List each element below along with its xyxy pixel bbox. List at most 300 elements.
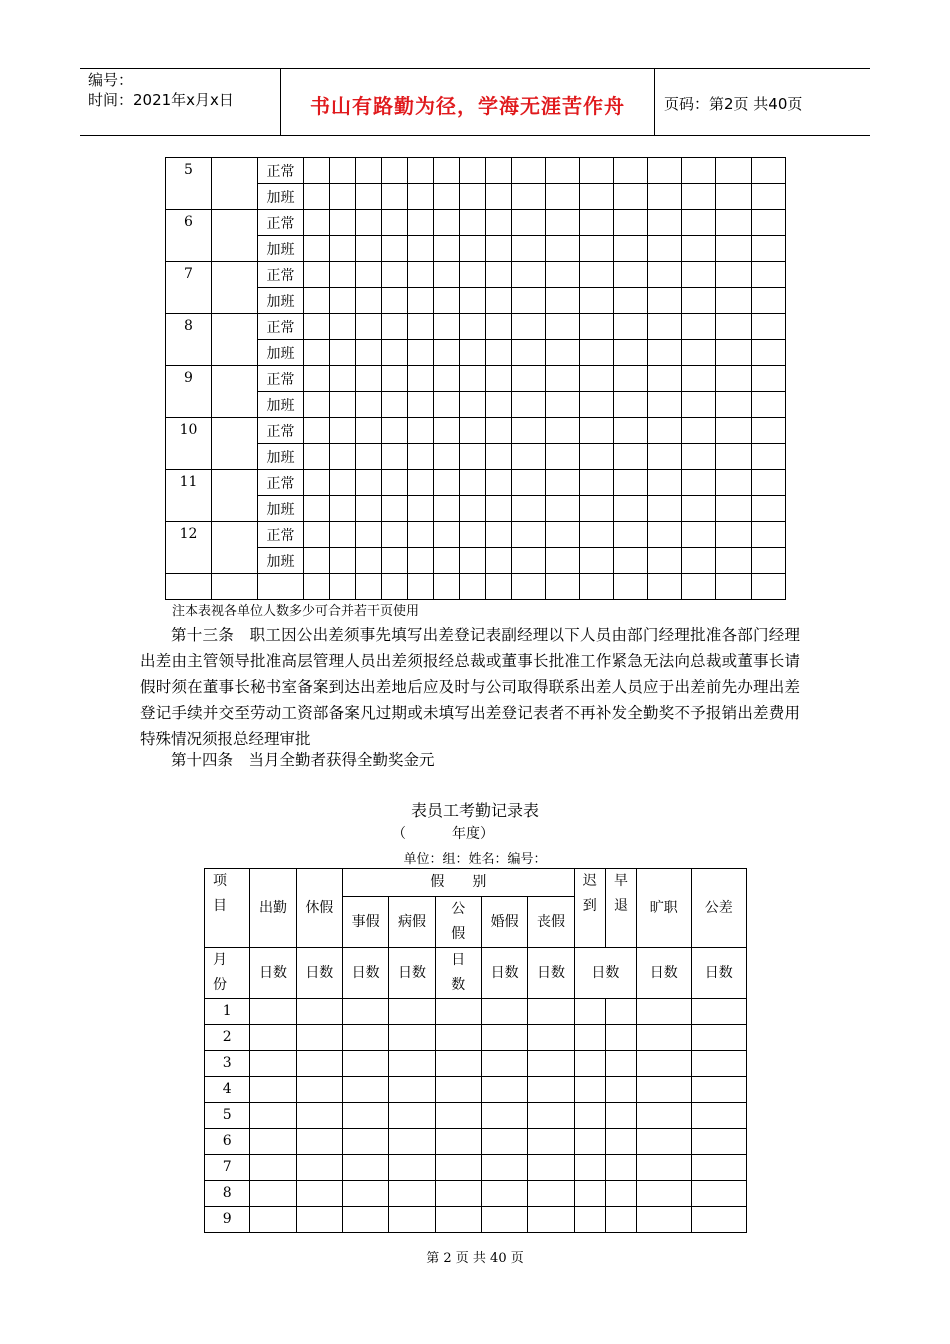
day-cell [752,418,786,444]
name-cell [212,314,258,366]
day-cell [512,418,546,444]
day-cell [408,314,434,340]
record-cell [435,1155,481,1181]
day-cell [546,158,580,184]
day-cell [356,470,382,496]
day-cell [460,184,486,210]
day-cell [460,392,486,418]
day-cell [356,340,382,366]
record-cell [435,1077,481,1103]
record-cell [250,1181,296,1207]
article-13: 第十三条 职工因公出差须事先填写出差登记表副经理以下人员由部门经理批准各部门经理出差由主管领导批准高层管理人员出差须报经总裁或董事长批准工作紧急无法向总裁或董事长请假时须在董事长秘书室备案到达出差地后应及时与公司取得联系出差人员应于出差前先办理出差登记手续并交至劳动工资部备案凡过期或未填写出差登记表者不再补发全勤奖不予报销出差费用特殊情况须报总经理审批 [140,626,800,748]
record-cell [528,999,574,1025]
schedule-row [166,210,786,236]
day-cell [434,158,460,184]
day-cell [752,470,786,496]
record-cell [389,1155,435,1181]
record-cell [250,1207,296,1233]
record-cell [481,1103,527,1129]
record-cell [342,1025,388,1051]
overtime-shift-label: 加班 [258,496,304,522]
day-cell [614,392,648,418]
day-cell [304,522,330,548]
day-cell [434,392,460,418]
day-cell [304,496,330,522]
record-cell [481,1025,527,1051]
day-cell [330,392,356,418]
day-cell [546,340,580,366]
day-cell [752,288,786,314]
record-cell [250,1077,296,1103]
days-cell: 日数 [481,948,527,999]
day-cell [382,444,408,470]
day-cell [330,158,356,184]
col-funeral: 丧假 [528,897,574,948]
record-cell [528,1103,574,1129]
month-row [205,1207,747,1233]
day-cell [330,522,356,548]
day-cell [356,418,382,444]
day-cell [682,236,716,262]
month-row [205,999,747,1025]
day-cell [682,210,716,236]
day-cell [512,392,546,418]
day-cell [356,366,382,392]
day-cell [512,314,546,340]
day-cell [648,522,682,548]
record-cell [605,1051,636,1077]
month-row [205,1025,747,1051]
day-cell [580,314,614,340]
record-cell [296,1155,342,1181]
day-cell [614,210,648,236]
day-cell [356,236,382,262]
day-cell [716,314,752,340]
day-cell [330,210,356,236]
day-cell [546,548,580,574]
empty-cell [212,574,258,600]
day-cell [330,288,356,314]
day-cell [460,158,486,184]
schedule-row [166,288,786,314]
day-cell [512,444,546,470]
day-cell [614,236,648,262]
day-cell [434,288,460,314]
record-cell [389,1103,435,1129]
record-cell [389,1051,435,1077]
day-cell [512,288,546,314]
day-cell [580,340,614,366]
name-cell [212,262,258,314]
day-cell [716,470,752,496]
day-cell [752,340,786,366]
day-cell [408,288,434,314]
empty-cell [716,574,752,600]
record-cell [574,1207,605,1233]
day-cell [382,262,408,288]
day-cell [382,314,408,340]
day-cell [460,418,486,444]
day-cell [330,184,356,210]
day-cell [512,210,546,236]
day-cell [460,288,486,314]
day-cell [304,418,330,444]
day-cell [382,340,408,366]
record-cell [528,1025,574,1051]
month-number: 5 [205,1103,250,1129]
day-cell [460,340,486,366]
day-cell [486,210,512,236]
record-cell [435,1051,481,1077]
row-number: 5 [166,158,212,210]
col-public: 公 假 [435,897,481,948]
day-cell [356,444,382,470]
day-cell [460,444,486,470]
day-cell [330,444,356,470]
day-cell [546,418,580,444]
day-cell [382,496,408,522]
record-cell [435,1181,481,1207]
time-label: 时间：2021年x月x日 [88,91,234,109]
empty-cell [304,574,330,600]
record-cell [574,1155,605,1181]
record-cell [691,1103,747,1129]
day-cell [382,158,408,184]
day-cell [648,548,682,574]
empty-cell [752,574,786,600]
record-cell [481,1207,527,1233]
empty-cell [330,574,356,600]
name-cell [212,418,258,470]
day-cell [716,236,752,262]
day-cell [752,314,786,340]
day-cell [752,496,786,522]
record-cell [637,999,691,1025]
day-cell [330,236,356,262]
day-cell [682,548,716,574]
day-cell [546,314,580,340]
empty-cell [460,574,486,600]
name-cell [212,470,258,522]
record-cell [605,1025,636,1051]
day-cell [382,548,408,574]
name-cell [212,522,258,574]
day-cell [614,522,648,548]
day-cell [752,444,786,470]
day-cell [434,418,460,444]
normal-shift-label: 正常 [258,210,304,236]
record-cell [605,1103,636,1129]
day-cell [580,366,614,392]
day-cell [460,210,486,236]
record-cell [250,1155,296,1181]
record-cell [342,1051,388,1077]
record-cell [605,1207,636,1233]
schedule-row [166,366,786,392]
day-cell [682,288,716,314]
record-cell [342,1155,388,1181]
schedule-row [166,184,786,210]
empty-cell [648,574,682,600]
day-cell [546,210,580,236]
month-header: 月 份 [205,948,250,999]
day-cell [716,158,752,184]
day-cell [408,158,434,184]
day-cell [716,496,752,522]
header-meta [88,70,234,110]
day-cell [304,262,330,288]
day-cell [460,314,486,340]
day-cell [408,548,434,574]
day-cell [460,366,486,392]
record-cell [250,1103,296,1129]
record-cell [389,1077,435,1103]
day-cell [614,366,648,392]
schedule-row [166,262,786,288]
record-cell [574,1051,605,1077]
record-cell [574,1181,605,1207]
schedule-row [166,392,786,418]
month-row [205,1103,747,1129]
day-cell [304,470,330,496]
day-cell [682,418,716,444]
day-cell [614,470,648,496]
day-cell [330,470,356,496]
row-number: 11 [166,470,212,522]
day-cell [356,496,382,522]
attendance-record-table [204,868,747,1233]
day-cell [434,366,460,392]
day-cell [546,522,580,548]
day-cell [580,392,614,418]
day-cell [580,158,614,184]
record-cell [637,1103,691,1129]
day-cell [580,236,614,262]
record-cell [528,1155,574,1181]
days-cell: 日数 [296,948,342,999]
record-cell [389,1207,435,1233]
record-cell [481,1129,527,1155]
record-cell [637,1025,691,1051]
day-cell [486,548,512,574]
day-cell [580,522,614,548]
empty-cell [258,574,304,600]
day-cell [330,314,356,340]
overtime-shift-label: 加班 [258,548,304,574]
record-cell [296,1077,342,1103]
day-cell [356,210,382,236]
day-cell [614,496,648,522]
row-number: 10 [166,418,212,470]
day-cell [434,314,460,340]
normal-shift-label: 正常 [258,522,304,548]
day-cell [434,340,460,366]
day-cell [546,288,580,314]
day-cell [304,314,330,340]
day-cell [682,340,716,366]
day-cell [614,314,648,340]
row-number: 9 [166,366,212,418]
normal-shift-label: 正常 [258,262,304,288]
day-cell [330,366,356,392]
day-cell [716,392,752,418]
day-cell [304,366,330,392]
day-cell [382,470,408,496]
day-cell [546,366,580,392]
day-cell [580,418,614,444]
empty-cell [356,574,382,600]
record-cell [691,999,747,1025]
day-cell [382,366,408,392]
empty-cell [580,574,614,600]
schedule-row [166,340,786,366]
schedule-row [166,158,786,184]
record-cell [637,1155,691,1181]
day-cell [486,184,512,210]
record-cell [342,1077,388,1103]
day-cell [512,496,546,522]
empty-cell [682,574,716,600]
day-cell [486,470,512,496]
day-cell [330,340,356,366]
day-cell [486,392,512,418]
record-cell [389,1129,435,1155]
record-cell [528,1129,574,1155]
day-cell [546,470,580,496]
day-cell [648,444,682,470]
day-cell [304,236,330,262]
col-rest: 休假 [296,869,342,948]
header-top-rule [80,68,870,69]
day-cell [716,340,752,366]
day-cell [356,522,382,548]
day-cell [580,548,614,574]
month-number: 9 [205,1207,250,1233]
day-cell [512,548,546,574]
record-cell [342,1207,388,1233]
days-cell: 日数 [637,948,691,999]
item-header: 项 目 [205,869,250,948]
day-cell [614,184,648,210]
month-number: 3 [205,1051,250,1077]
schedule-table [165,157,786,600]
record-cell [296,1181,342,1207]
record-cell [691,1077,747,1103]
days-cell: 日 数 [435,948,481,999]
day-cell [330,548,356,574]
day-cell [614,340,648,366]
schedule-row [166,236,786,262]
month-number: 7 [205,1155,250,1181]
day-cell [382,522,408,548]
day-cell [580,470,614,496]
day-cell [382,392,408,418]
day-cell [716,418,752,444]
record-cell [574,1103,605,1129]
day-cell [580,288,614,314]
day-cell [408,340,434,366]
record-cell [481,1181,527,1207]
day-cell [546,392,580,418]
day-cell [304,288,330,314]
record-cell [605,1129,636,1155]
record-cell [637,1181,691,1207]
day-cell [382,418,408,444]
record-cell [528,1181,574,1207]
day-cell [716,262,752,288]
day-cell [460,496,486,522]
day-cell [682,262,716,288]
day-cell [304,184,330,210]
month-row [205,1155,747,1181]
overtime-shift-label: 加班 [258,236,304,262]
record-cell [691,1051,747,1077]
name-cell [212,210,258,262]
days-cell: 日数 [250,948,296,999]
page-footer: 第 2 页 共 40 页 [426,1251,524,1266]
empty-cell [382,574,408,600]
overtime-shift-label: 加班 [258,340,304,366]
schedule-row [166,444,786,470]
day-cell [648,418,682,444]
day-cell [460,548,486,574]
day-cell [752,392,786,418]
record-cell [691,1207,747,1233]
record-cell [605,1155,636,1181]
days-cell: 日数 [691,948,747,999]
record-cell [250,1025,296,1051]
record-cell [574,1025,605,1051]
record-cell [435,1103,481,1129]
record-cell [605,999,636,1025]
day-cell [752,158,786,184]
record-cell [296,1051,342,1077]
day-cell [408,496,434,522]
day-cell [434,184,460,210]
day-cell [486,158,512,184]
day-cell [682,314,716,340]
month-row [205,1077,747,1103]
record-cell [250,1129,296,1155]
day-cell [434,522,460,548]
day-cell [408,418,434,444]
record-cell [435,1129,481,1155]
record-cell [481,999,527,1025]
col-absent: 旷职 [637,869,691,948]
schedule-row [166,574,786,600]
day-cell [682,444,716,470]
day-cell [614,548,648,574]
day-cell [716,548,752,574]
day-cell [330,262,356,288]
day-cell [682,184,716,210]
empty-cell [546,574,580,600]
day-cell [434,236,460,262]
day-cell [648,366,682,392]
month-number: 1 [205,999,250,1025]
header-motto: 书山有路勤为径，学海无涯苦作舟 [310,94,625,118]
record-cell [250,999,296,1025]
day-cell [356,288,382,314]
day-cell [434,470,460,496]
name-cell [212,158,258,210]
record-cell [481,1051,527,1077]
day-cell [304,444,330,470]
record-cell [435,999,481,1025]
day-cell [682,366,716,392]
schedule-row [166,314,786,340]
day-cell [614,288,648,314]
